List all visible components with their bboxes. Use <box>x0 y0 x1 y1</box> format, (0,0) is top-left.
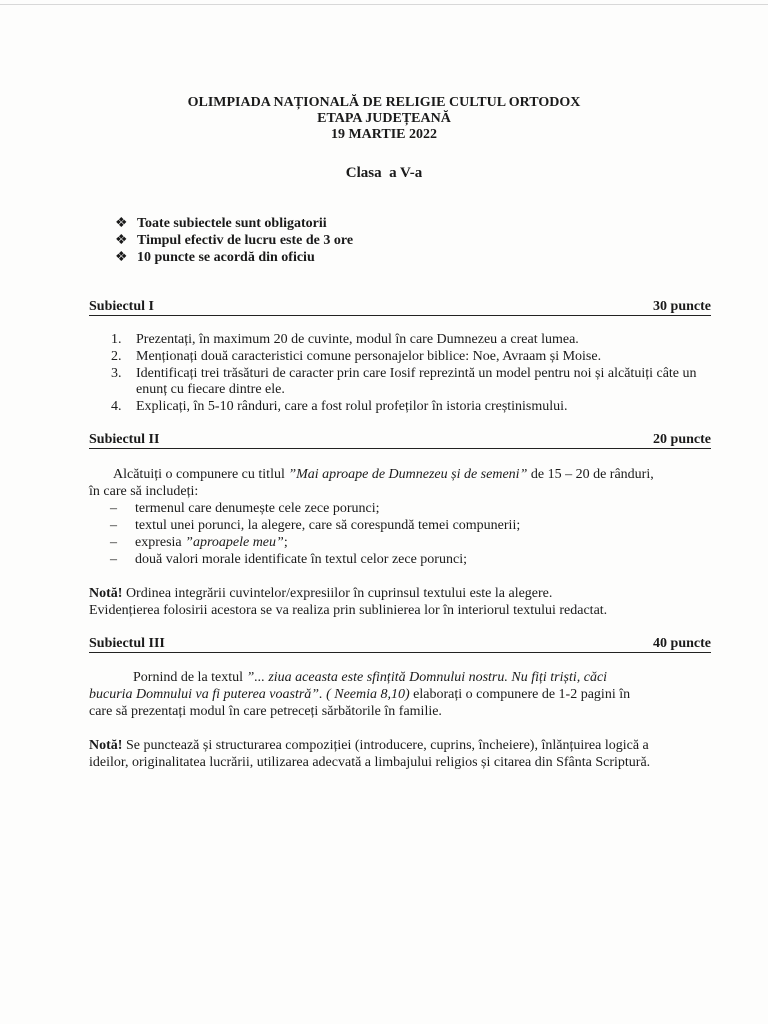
note-label: Notă! <box>89 738 123 753</box>
item-text: Identificați trei trăsături de caracter prin care Iosif reprezintă un model pentru noi și alcătuiți câte un enunț cu fiecare dintre ele. <box>136 366 697 397</box>
rule-item <box>115 233 353 249</box>
note-text: Se punctează și structurarea compoziției (introducere, cuprins, încheiere), înlănțuirea logică a <box>122 738 649 753</box>
item-text: Menționați două caracteristici comune personajelor biblice: Noe, Avraam și Moise. <box>136 349 602 364</box>
item-number: 3. <box>111 366 122 381</box>
diamond-bullet-icon: ❖ <box>115 216 128 231</box>
scripture-quote-cont: bucuria Domnului va fi puterea voastră”. ( Neemia 8,10) <box>89 687 410 702</box>
section-points: 30 puncte <box>653 299 711 314</box>
section-title: Subiectul I <box>89 299 154 314</box>
dash-bullet: – <box>110 535 117 550</box>
list-item <box>110 501 379 517</box>
rule-text: 10 puncte se acordă din oficiu <box>137 250 315 265</box>
section-title: Subiectul III <box>89 636 165 651</box>
task-intro <box>113 467 713 483</box>
intro-text: Alcătuiți o compunere cu titlul <box>113 467 289 482</box>
stage-title: ETAPA JUDEȚEANĂ <box>317 111 451 126</box>
section-heading-subiect-1 <box>89 299 711 316</box>
list-item <box>110 535 288 551</box>
dash-bullet: – <box>110 501 117 516</box>
task-text: Pornind de la textul <box>133 670 247 685</box>
item-text: textul unei porunci, la alegere, care să corespundă temei compunerii; <box>135 518 521 533</box>
item-number: 1. <box>111 332 122 347</box>
section-title: Subiectul II <box>89 432 160 447</box>
task-line-3: care să prezentați modul în care petreceți sărbătorile în familie. <box>89 704 442 719</box>
dash-bullet: – <box>110 552 117 567</box>
olympiad-title: OLIMPIADA NAȚIONALĂ DE RELIGIE CULTUL ORTODOX <box>187 95 581 110</box>
item-text: două valori morale identificate în textul celor zece porunci; <box>135 552 467 567</box>
task-text-cont: elaborați o compunere de 1-2 pagini în <box>409 687 631 702</box>
item-number: 4. <box>111 399 122 414</box>
item-text-end: ; <box>283 535 288 550</box>
rule-item <box>115 250 315 266</box>
scan-edge-line <box>0 4 768 5</box>
note-label: Notă! <box>89 586 123 601</box>
item-text: Explicați, în 5-10 rânduri, care a fost rolul profeților în istoria creștinismului. <box>136 399 568 414</box>
exam-date: 19 MARTIE 2022 <box>330 127 438 142</box>
section-heading-subiect-2 <box>89 432 711 449</box>
diamond-bullet-icon: ❖ <box>115 233 128 248</box>
section-points: 20 puncte <box>653 432 711 447</box>
scripture-quote: ”... ziua aceasta este sfințită Domnului nostru. Nu fiți triști, căci <box>246 670 608 685</box>
note-line-2: Evidențierea folosirii acestora se va realiza prin sublinierea lor în interiorul textului redactat. <box>89 603 608 618</box>
item-emphasis: ”aproapele meu” <box>185 535 284 550</box>
list-item <box>110 518 520 534</box>
diamond-bullet-icon: ❖ <box>115 250 128 265</box>
note-text: Ordinea integrării cuvintelor/expresiilor în cuprinsul textului este la alegere. <box>122 586 553 601</box>
rule-text: Toate subiectele sunt obligatorii <box>137 216 327 231</box>
dash-bullet: – <box>110 518 117 533</box>
note-line <box>89 738 713 754</box>
item-number: 2. <box>111 349 122 364</box>
task-line-2 <box>89 687 713 703</box>
list-item <box>110 552 467 568</box>
class-level: Clasa a V-a <box>345 165 423 181</box>
item-text: expresia <box>135 535 186 550</box>
task-intro-line2: în care să includeți: <box>89 484 199 499</box>
intro-text-end: de 15 – 20 de rânduri, <box>527 467 654 482</box>
note-line-2: ideilor, originalitatea lucrării, utilizarea adecvată a limbajului religios și citarea din Sfânta Scriptură. <box>89 755 651 770</box>
task-line-1 <box>133 670 713 686</box>
section-heading-subiect-3 <box>89 636 711 653</box>
item-text: termenul care denumește cele zece porunci; <box>135 501 380 516</box>
composition-title: ”Mai aproape de Dumnezeu și de semeni” <box>288 467 528 482</box>
item-text: Prezentați, în maximum 20 de cuvinte, modul în care Dumnezeu a creat lumea. <box>136 332 579 347</box>
note-line <box>89 586 713 602</box>
rule-text: Timpul efectiv de lucru este de 3 ore <box>137 233 354 248</box>
section-points: 40 puncte <box>653 636 711 651</box>
rule-item <box>115 216 327 232</box>
